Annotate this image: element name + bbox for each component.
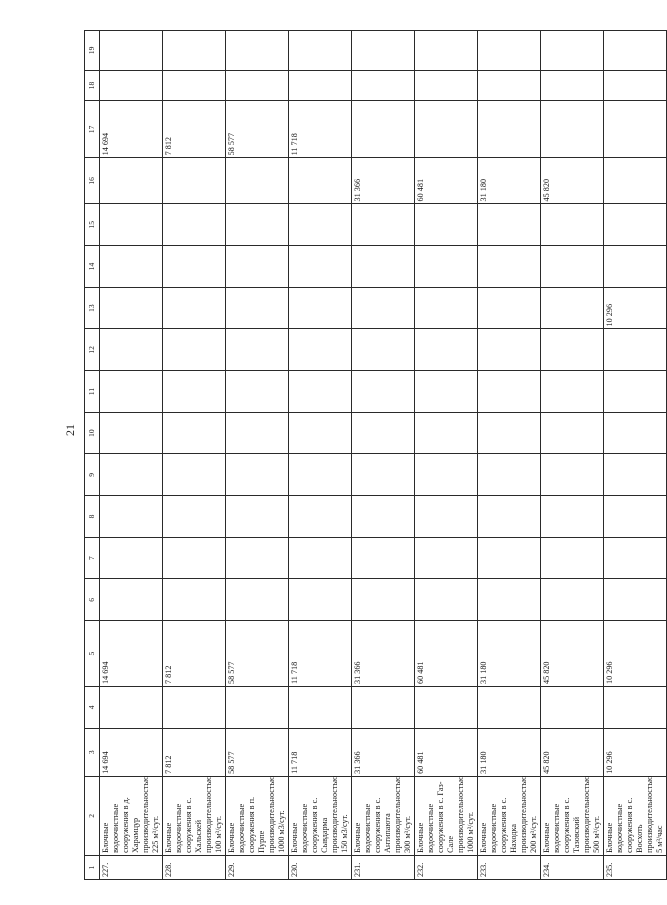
row-number-cell: 227. [100,855,163,879]
value-cell-c13 [226,287,289,329]
value-cell-c18 [415,70,478,101]
object-name-cell: Блочные водоочистные сооружения в с. Хальскей производительностью 100 м³/сут. [163,776,226,855]
value-cell-c12 [100,329,163,371]
value-cell-c8 [352,496,415,538]
value-cell-c9 [604,454,667,496]
value-cell-c12 [478,329,541,371]
value-cell-c5: 58 577 [226,621,289,687]
value-cell-c14 [541,246,604,288]
value-cell-c12 [289,329,352,371]
value-cell-c8 [226,496,289,538]
value-cell-c18 [289,70,352,101]
value-cell-c11 [352,371,415,413]
rotated-table-container [84,30,664,880]
table-row [100,31,163,880]
value-cell-c12 [352,329,415,371]
value-cell-c13 [415,287,478,329]
object-name-cell: Блочные водоочистные сооружения в с. Находка производительностью 200 м³/сут. [478,776,541,855]
value-cell-c6 [604,579,667,621]
value-cell-c18 [163,70,226,101]
column-header-15: 15 [85,204,100,246]
value-cell-c17 [415,101,478,158]
value-cell-c15 [352,204,415,246]
value-cell-c4 [541,686,604,728]
value-cell-c4 [604,686,667,728]
value-cell-c9 [541,454,604,496]
value-cell-c19 [100,31,163,71]
column-header-6: 6 [85,579,100,621]
value-cell-c6 [100,579,163,621]
column-header-12: 12 [85,329,100,371]
value-cell-c14 [289,246,352,288]
table-row [478,31,541,880]
value-cell-c17: 11 718 [289,101,352,158]
object-name-cell: Блочные водоочистные сооружения в с. Восхоть производительностью 5 м³/час [604,776,667,855]
value-cell-c6 [478,579,541,621]
value-cell-c13 [163,287,226,329]
value-cell-c5: 7 812 [163,621,226,687]
value-cell-c16 [100,158,163,204]
value-cell-c6 [352,579,415,621]
value-cell-c18 [100,70,163,101]
value-cell-c15 [289,204,352,246]
value-cell-c5: 45 820 [541,621,604,687]
value-cell-c6 [541,579,604,621]
column-header-9: 9 [85,454,100,496]
value-cell-c5: 60 481 [415,621,478,687]
table-row [541,31,604,880]
value-cell-c13 [289,287,352,329]
value-cell-c3: 58 577 [226,728,289,776]
value-cell-c7 [289,537,352,579]
value-cell-c13 [100,287,163,329]
value-cell-c15 [604,204,667,246]
value-cell-c15 [478,204,541,246]
value-cell-c4 [352,686,415,728]
table-row [289,31,352,880]
column-header-3: 3 [85,728,100,776]
value-cell-c10 [415,412,478,454]
value-cell-c3: 60 481 [415,728,478,776]
value-cell-c4 [289,686,352,728]
row-number-cell: 229. [226,855,289,879]
value-cell-c4 [163,686,226,728]
table-row [415,31,478,880]
value-cell-c3: 45 820 [541,728,604,776]
value-cell-c18 [604,70,667,101]
value-cell-c8 [415,496,478,538]
value-cell-c8 [163,496,226,538]
value-cell-c19 [226,31,289,71]
value-cell-c19 [478,31,541,71]
value-cell-c10 [541,412,604,454]
column-header-18: 18 [85,70,100,101]
object-name-cell: Блочные водоочистные сооружения в п. Пурпе производительностью 1000 м3/сут. [226,776,289,855]
value-cell-c10 [352,412,415,454]
row-number-cell: 230. [289,855,352,879]
column-header-5: 5 [85,621,100,687]
row-number-cell: 231. [352,855,415,879]
value-cell-c5: 31 180 [478,621,541,687]
value-cell-c10 [604,412,667,454]
value-cell-c4 [415,686,478,728]
value-cell-c11 [478,371,541,413]
column-header-1: 1 [85,855,100,879]
value-cell-c11 [163,371,226,413]
value-cell-c4 [100,686,163,728]
column-header-17: 17 [85,101,100,158]
object-name-cell: Блочные водоочистные сооружения в с. Антипаюта производительностью 300 м³/сут. [352,776,415,855]
value-cell-c16 [604,158,667,204]
value-cell-c15 [541,204,604,246]
value-cell-c18 [541,70,604,101]
value-cell-c9 [478,454,541,496]
value-cell-c19 [289,31,352,71]
value-cell-c10 [163,412,226,454]
value-cell-c7 [100,537,163,579]
value-cell-c17: 58 577 [226,101,289,158]
row-number-cell: 234. [541,855,604,879]
value-cell-c6 [226,579,289,621]
value-cell-c12 [163,329,226,371]
row-number-cell: 232. [415,855,478,879]
value-cell-c6 [415,579,478,621]
value-cell-c12 [541,329,604,371]
value-cell-c4 [478,686,541,728]
value-cell-c16 [163,158,226,204]
value-cell-c14 [352,246,415,288]
value-cell-c14 [226,246,289,288]
value-cell-c7 [226,537,289,579]
value-cell-c16: 45 820 [541,158,604,204]
value-cell-c7 [352,537,415,579]
value-cell-c12 [226,329,289,371]
value-cell-c14 [415,246,478,288]
value-cell-c13: 10 296 [604,287,667,329]
value-cell-c17 [604,101,667,158]
value-cell-c15 [226,204,289,246]
value-cell-c8 [478,496,541,538]
value-cell-c11 [604,371,667,413]
row-number-cell: 228. [163,855,226,879]
value-cell-c14 [478,246,541,288]
value-cell-c11 [415,371,478,413]
column-header-13: 13 [85,287,100,329]
value-cell-c6 [289,579,352,621]
column-header-4: 4 [85,686,100,728]
value-cell-c3: 11 718 [289,728,352,776]
value-cell-c16 [226,158,289,204]
value-cell-c6 [163,579,226,621]
value-cell-c16: 60 481 [415,158,478,204]
value-cell-c10 [226,412,289,454]
value-cell-c7 [604,537,667,579]
value-cell-c12 [415,329,478,371]
column-header-2: 2 [85,776,100,855]
value-cell-c9 [415,454,478,496]
value-cell-c19 [604,31,667,71]
table-body [100,31,667,880]
value-cell-c15 [163,204,226,246]
column-header-8: 8 [85,496,100,538]
value-cell-c4 [226,686,289,728]
value-cell-c17 [541,101,604,158]
object-name-cell: Блочные водоочистные сооружения в с. Сывдарма производительностью 150 м3/сут. [289,776,352,855]
value-cell-c13 [541,287,604,329]
value-cell-c14 [100,246,163,288]
value-cell-c18 [226,70,289,101]
value-cell-c10 [100,412,163,454]
value-cell-c9 [352,454,415,496]
table-row [226,31,289,880]
value-cell-c17 [478,101,541,158]
value-cell-c11 [289,371,352,413]
table-row [163,31,226,880]
value-cell-c10 [478,412,541,454]
value-cell-c18 [352,70,415,101]
column-header-14: 14 [85,246,100,288]
value-cell-c5: 31 366 [352,621,415,687]
value-cell-c8 [289,496,352,538]
value-cell-c16 [289,158,352,204]
value-cell-c16: 31 180 [478,158,541,204]
value-cell-c7 [478,537,541,579]
value-cell-c5: 10 296 [604,621,667,687]
row-number-cell: 235. [604,855,667,879]
value-cell-c10 [289,412,352,454]
table-row [352,31,415,880]
value-cell-c3: 31 366 [352,728,415,776]
value-cell-c7 [541,537,604,579]
value-cell-c7 [415,537,478,579]
table-row [604,31,667,880]
value-cell-c13 [352,287,415,329]
value-cell-c19 [541,31,604,71]
value-cell-c18 [478,70,541,101]
column-header-11: 11 [85,371,100,413]
column-header-16: 16 [85,158,100,204]
column-header-19: 19 [85,31,100,71]
value-cell-c19 [415,31,478,71]
value-cell-c11 [541,371,604,413]
value-cell-c3: 7 812 [163,728,226,776]
value-cell-c8 [100,496,163,538]
value-cell-c9 [289,454,352,496]
value-cell-c17 [352,101,415,158]
value-cell-c5: 11 718 [289,621,352,687]
value-cell-c14 [163,246,226,288]
value-cell-c9 [226,454,289,496]
value-cell-c3: 31 180 [478,728,541,776]
value-cell-c15 [415,204,478,246]
value-cell-c17: 14 694 [100,101,163,158]
value-cell-c9 [163,454,226,496]
object-name-cell: Блочные водоочистные сооружения в д. Харамцур производительностью 225 м³/сут. [100,776,163,855]
value-cell-c16: 31 366 [352,158,415,204]
page-number: 21 [63,424,77,436]
value-cell-c11 [100,371,163,413]
value-cell-c12 [604,329,667,371]
value-cell-c11 [226,371,289,413]
object-name-cell: Блочные водоочистные сооружения в с. Газ-Сале производительностью 1000 м³/сут. [415,776,478,855]
value-cell-c9 [100,454,163,496]
value-cell-c8 [541,496,604,538]
value-cell-c15 [100,204,163,246]
value-cell-c5: 14 694 [100,621,163,687]
value-cell-c13 [478,287,541,329]
value-cell-c19 [163,31,226,71]
value-cell-c14 [604,246,667,288]
value-cell-c3: 10 296 [604,728,667,776]
value-cell-c7 [163,537,226,579]
column-header-7: 7 [85,537,100,579]
header-row [85,31,100,880]
value-cell-c8 [604,496,667,538]
budget-table [84,30,667,880]
value-cell-c3: 14 694 [100,728,163,776]
object-name-cell: Блочные водоочистные сооружения в с. Тазовский производительностью 500 м³/сут. [541,776,604,855]
column-header-10: 10 [85,412,100,454]
value-cell-c17: 7 812 [163,101,226,158]
row-number-cell: 233. [478,855,541,879]
value-cell-c19 [352,31,415,71]
